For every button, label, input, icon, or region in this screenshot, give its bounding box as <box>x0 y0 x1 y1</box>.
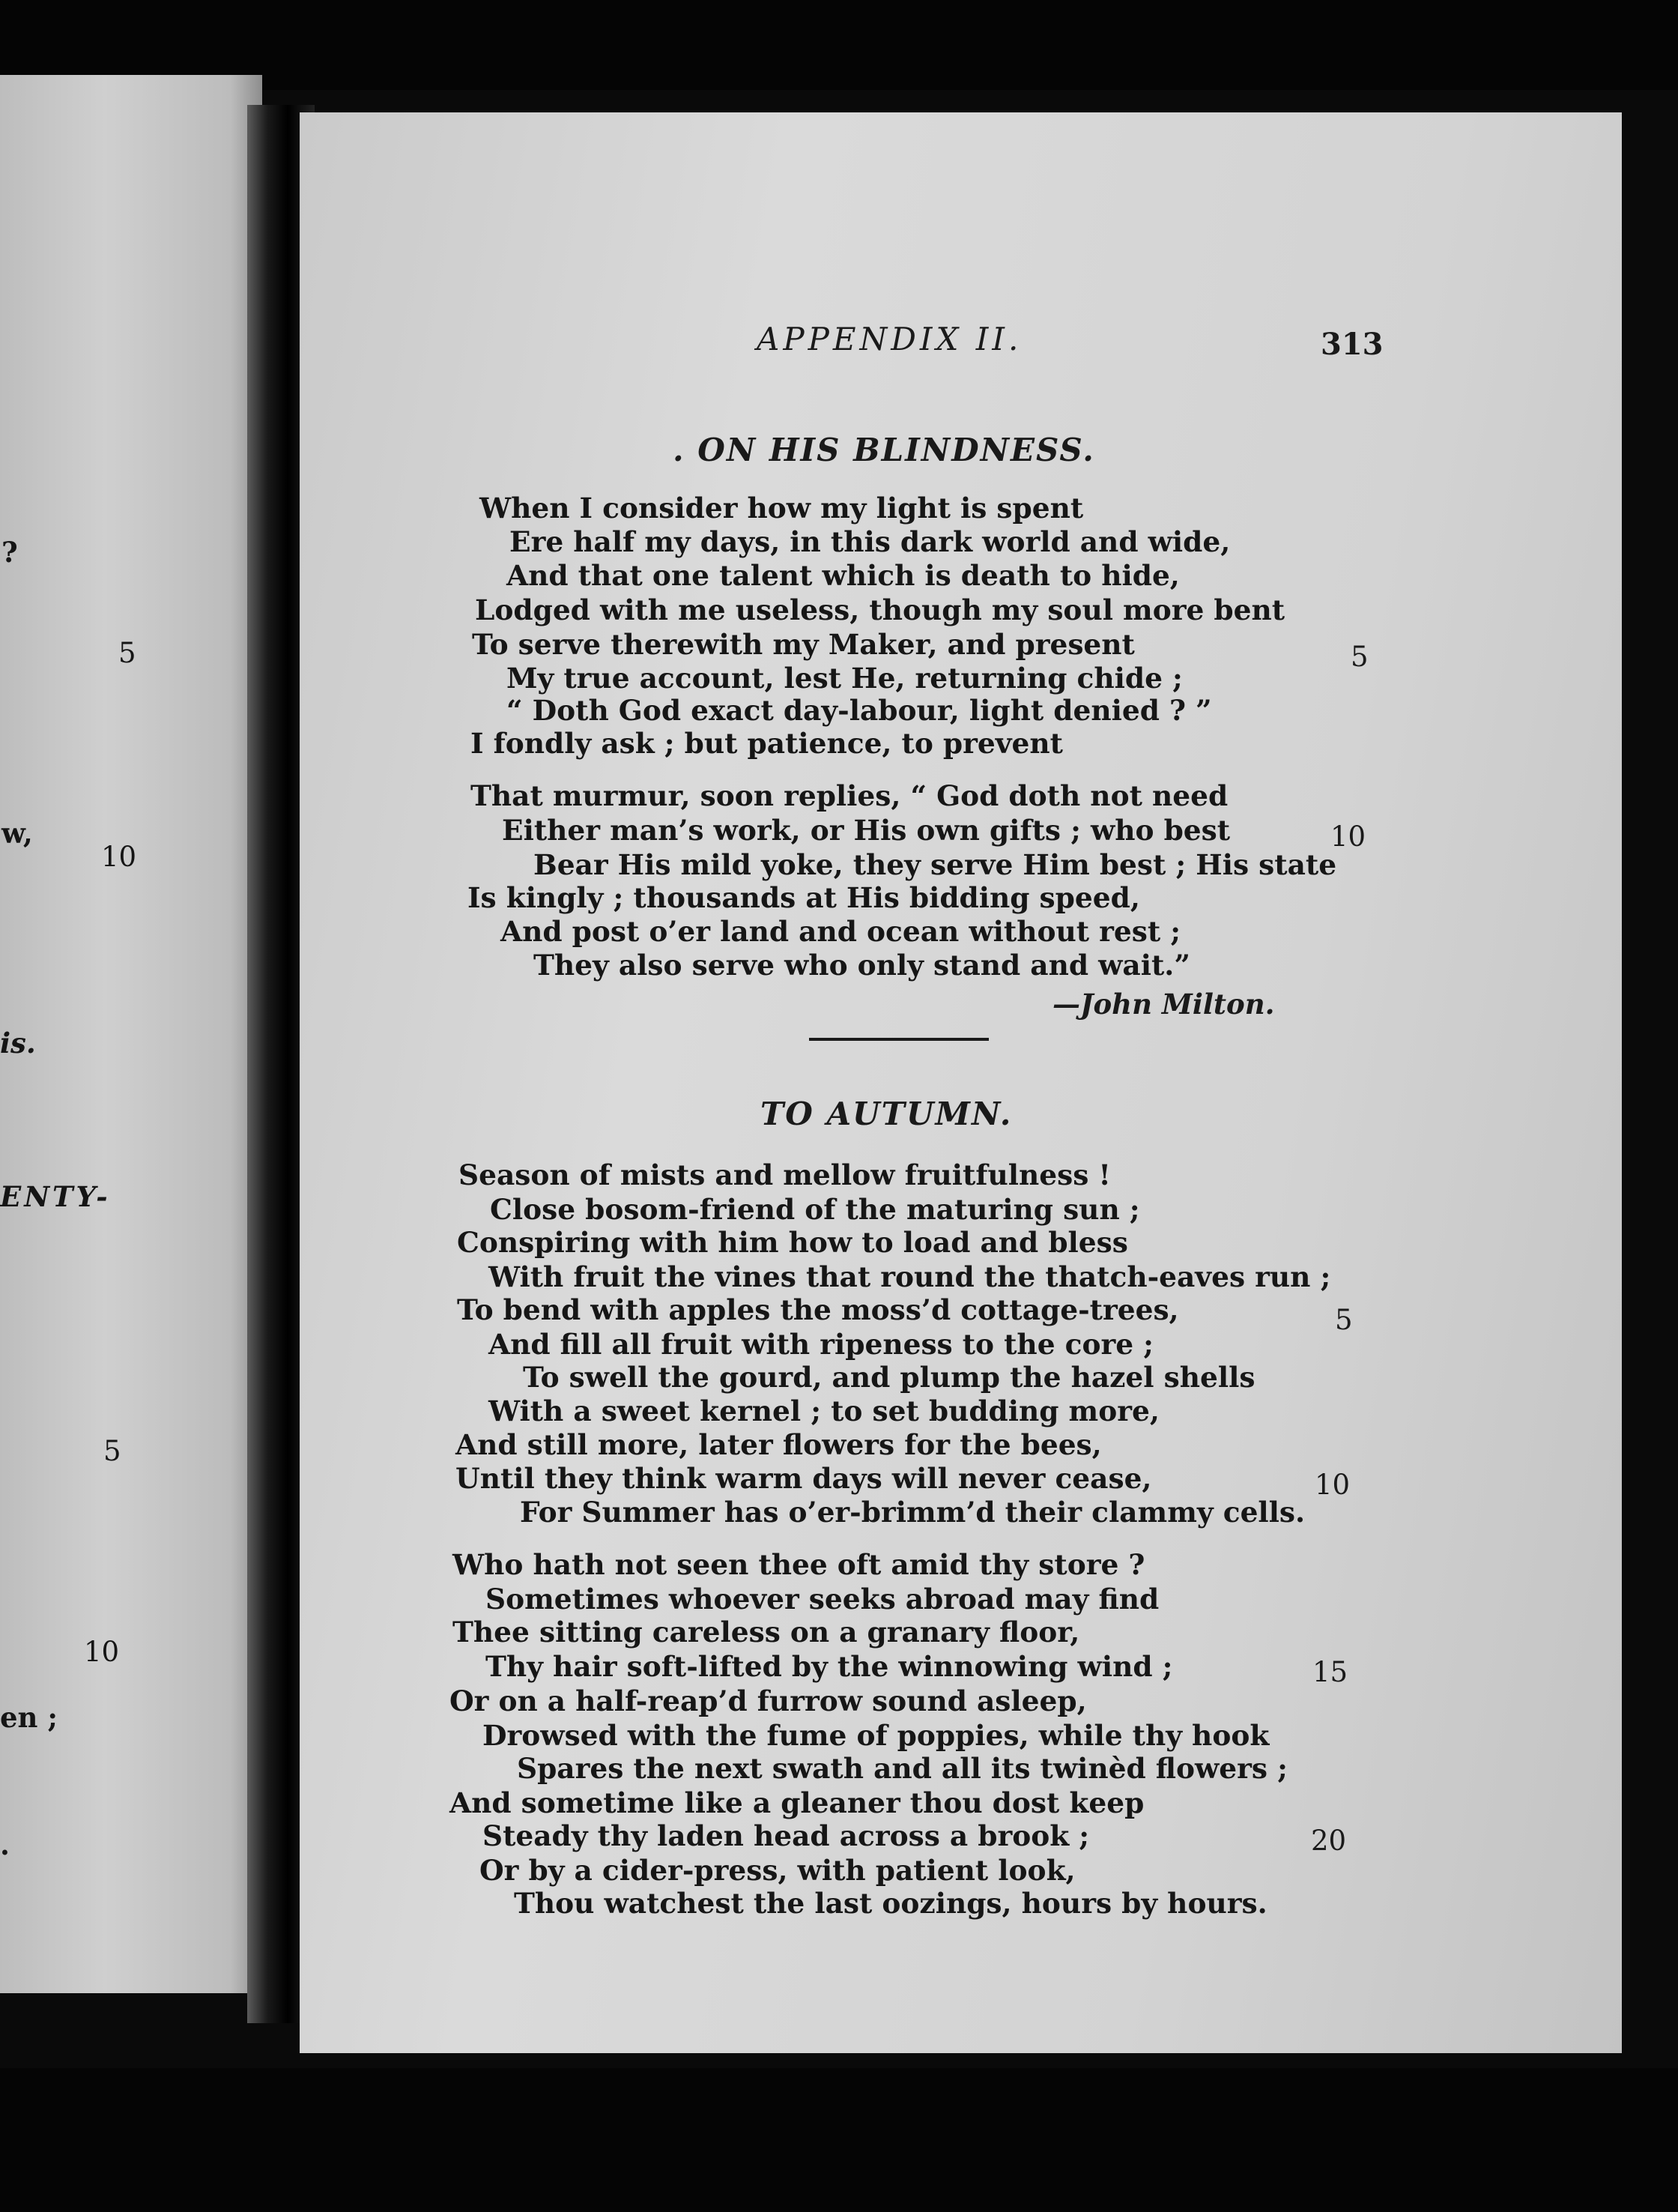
line-number: 20 <box>1311 1825 1347 1857</box>
poem-line: That murmur, soon replies, “ God doth not need <box>470 779 1229 812</box>
poem-line: Drowsed with the fume of poppies, while thy hook <box>482 1719 1270 1752</box>
line-number: 5 <box>1351 641 1369 673</box>
line-number: 10 <box>1330 821 1366 853</box>
poem-title: TO AUTUMN. <box>760 1096 1013 1132</box>
poem-line: Lodged with me useless, though my soul more bent <box>475 593 1285 626</box>
scan-bottom-border <box>0 2068 1678 2212</box>
poem-line: Who hath not seen thee oft amid thy store ? <box>452 1548 1145 1581</box>
poem-line: Thou watchest the last oozings, hours by hours. <box>514 1887 1267 1920</box>
left-line-number: 5 <box>103 1435 121 1467</box>
poem-line: Or on a half-reap’d furrow sound asleep, <box>449 1684 1087 1717</box>
poem-line: Close bosom-friend of the maturing sun ; <box>490 1193 1140 1226</box>
left-line-number: 10 <box>84 1636 120 1668</box>
line-number: 10 <box>1315 1469 1351 1501</box>
poem-title: . ON HIS BLINDNESS. <box>673 432 1095 468</box>
poem-line: Sometimes whoever seeks abroad may find <box>485 1583 1160 1616</box>
poem-line: Thy hair soft-lifted by the winnowing wind ; <box>485 1650 1173 1683</box>
left-fragment: en ; <box>0 1701 58 1734</box>
poem-line: Is kingly ; thousands at His bidding speed, <box>467 881 1140 914</box>
poem-line: For Summer has o’er-brimm’d their clammy cells. <box>520 1496 1306 1529</box>
poem-line: I fondly ask ; but patience, to prevent <box>470 727 1063 760</box>
poem-line: And sometime like a gleaner thou dost keep <box>449 1786 1145 1819</box>
poem-line: Thee sitting careless on a granary floor, <box>452 1616 1080 1649</box>
poem-line: Conspiring with him how to load and bless <box>457 1226 1128 1259</box>
poem-line: When I consider how my light is spent <box>479 492 1084 525</box>
poem-line: Either man’s work, or His own gifts ; who best <box>502 814 1231 847</box>
poem-line: They also serve who only stand and wait.” <box>533 949 1190 982</box>
poem-line: “ Doth God exact day-labour, light denied ? ” <box>506 694 1212 727</box>
poem-line: To bend with apples the moss’d cottage-trees, <box>457 1293 1179 1326</box>
poem-line: Season of mists and mellow fruitfulness ! <box>458 1158 1111 1191</box>
left-fragment: ENTY- <box>0 1180 111 1213</box>
poem-line: Spares the next swath and all its twinèd flowers ; <box>517 1752 1288 1785</box>
poem-line: To serve therewith my Maker, and present <box>472 628 1135 661</box>
poem-line: My true account, lest He, returning chide ; <box>506 662 1183 695</box>
poem-line: Bear His mild yoke, they serve Him best ; His state <box>533 848 1337 881</box>
left-fragment: ? <box>1 536 18 569</box>
poem-line: And fill all fruit with ripeness to the core ; <box>488 1328 1154 1361</box>
poem-line: And still more, later flowers for the bees, <box>455 1428 1102 1461</box>
poem-line: With fruit the vines that round the thatch-eaves run ; <box>488 1260 1331 1293</box>
poem-line: Until they think warm days will never cease, <box>455 1462 1152 1495</box>
section-divider <box>809 1038 989 1041</box>
poem-line: Steady thy laden head across a brook ; <box>482 1819 1090 1852</box>
line-number: 5 <box>1335 1304 1353 1336</box>
left-fragment: . <box>0 1828 10 1861</box>
poem-author: —John Milton. <box>1052 988 1275 1021</box>
page-number: 313 <box>1321 327 1384 362</box>
poem-line: Ere half my days, in this dark world and wide, <box>509 525 1231 558</box>
left-line-number: 5 <box>118 637 136 669</box>
left-fragment: is. <box>0 1027 36 1060</box>
poem-line: And post o’er land and ocean without rest ; <box>500 915 1181 948</box>
poem-line: To swell the gourd, and plump the hazel shells <box>523 1361 1256 1394</box>
line-number: 15 <box>1312 1656 1348 1688</box>
poem-line: With a sweet kernel ; to set budding more, <box>488 1394 1160 1427</box>
poem-line: Or by a cider-press, with patient look, <box>479 1854 1076 1887</box>
left-line-number: 10 <box>101 841 137 873</box>
poem-line: And that one talent which is death to hide, <box>506 559 1180 592</box>
running-head: APPENDIX II. <box>757 321 1023 357</box>
left-fragment: w, <box>1 817 33 850</box>
